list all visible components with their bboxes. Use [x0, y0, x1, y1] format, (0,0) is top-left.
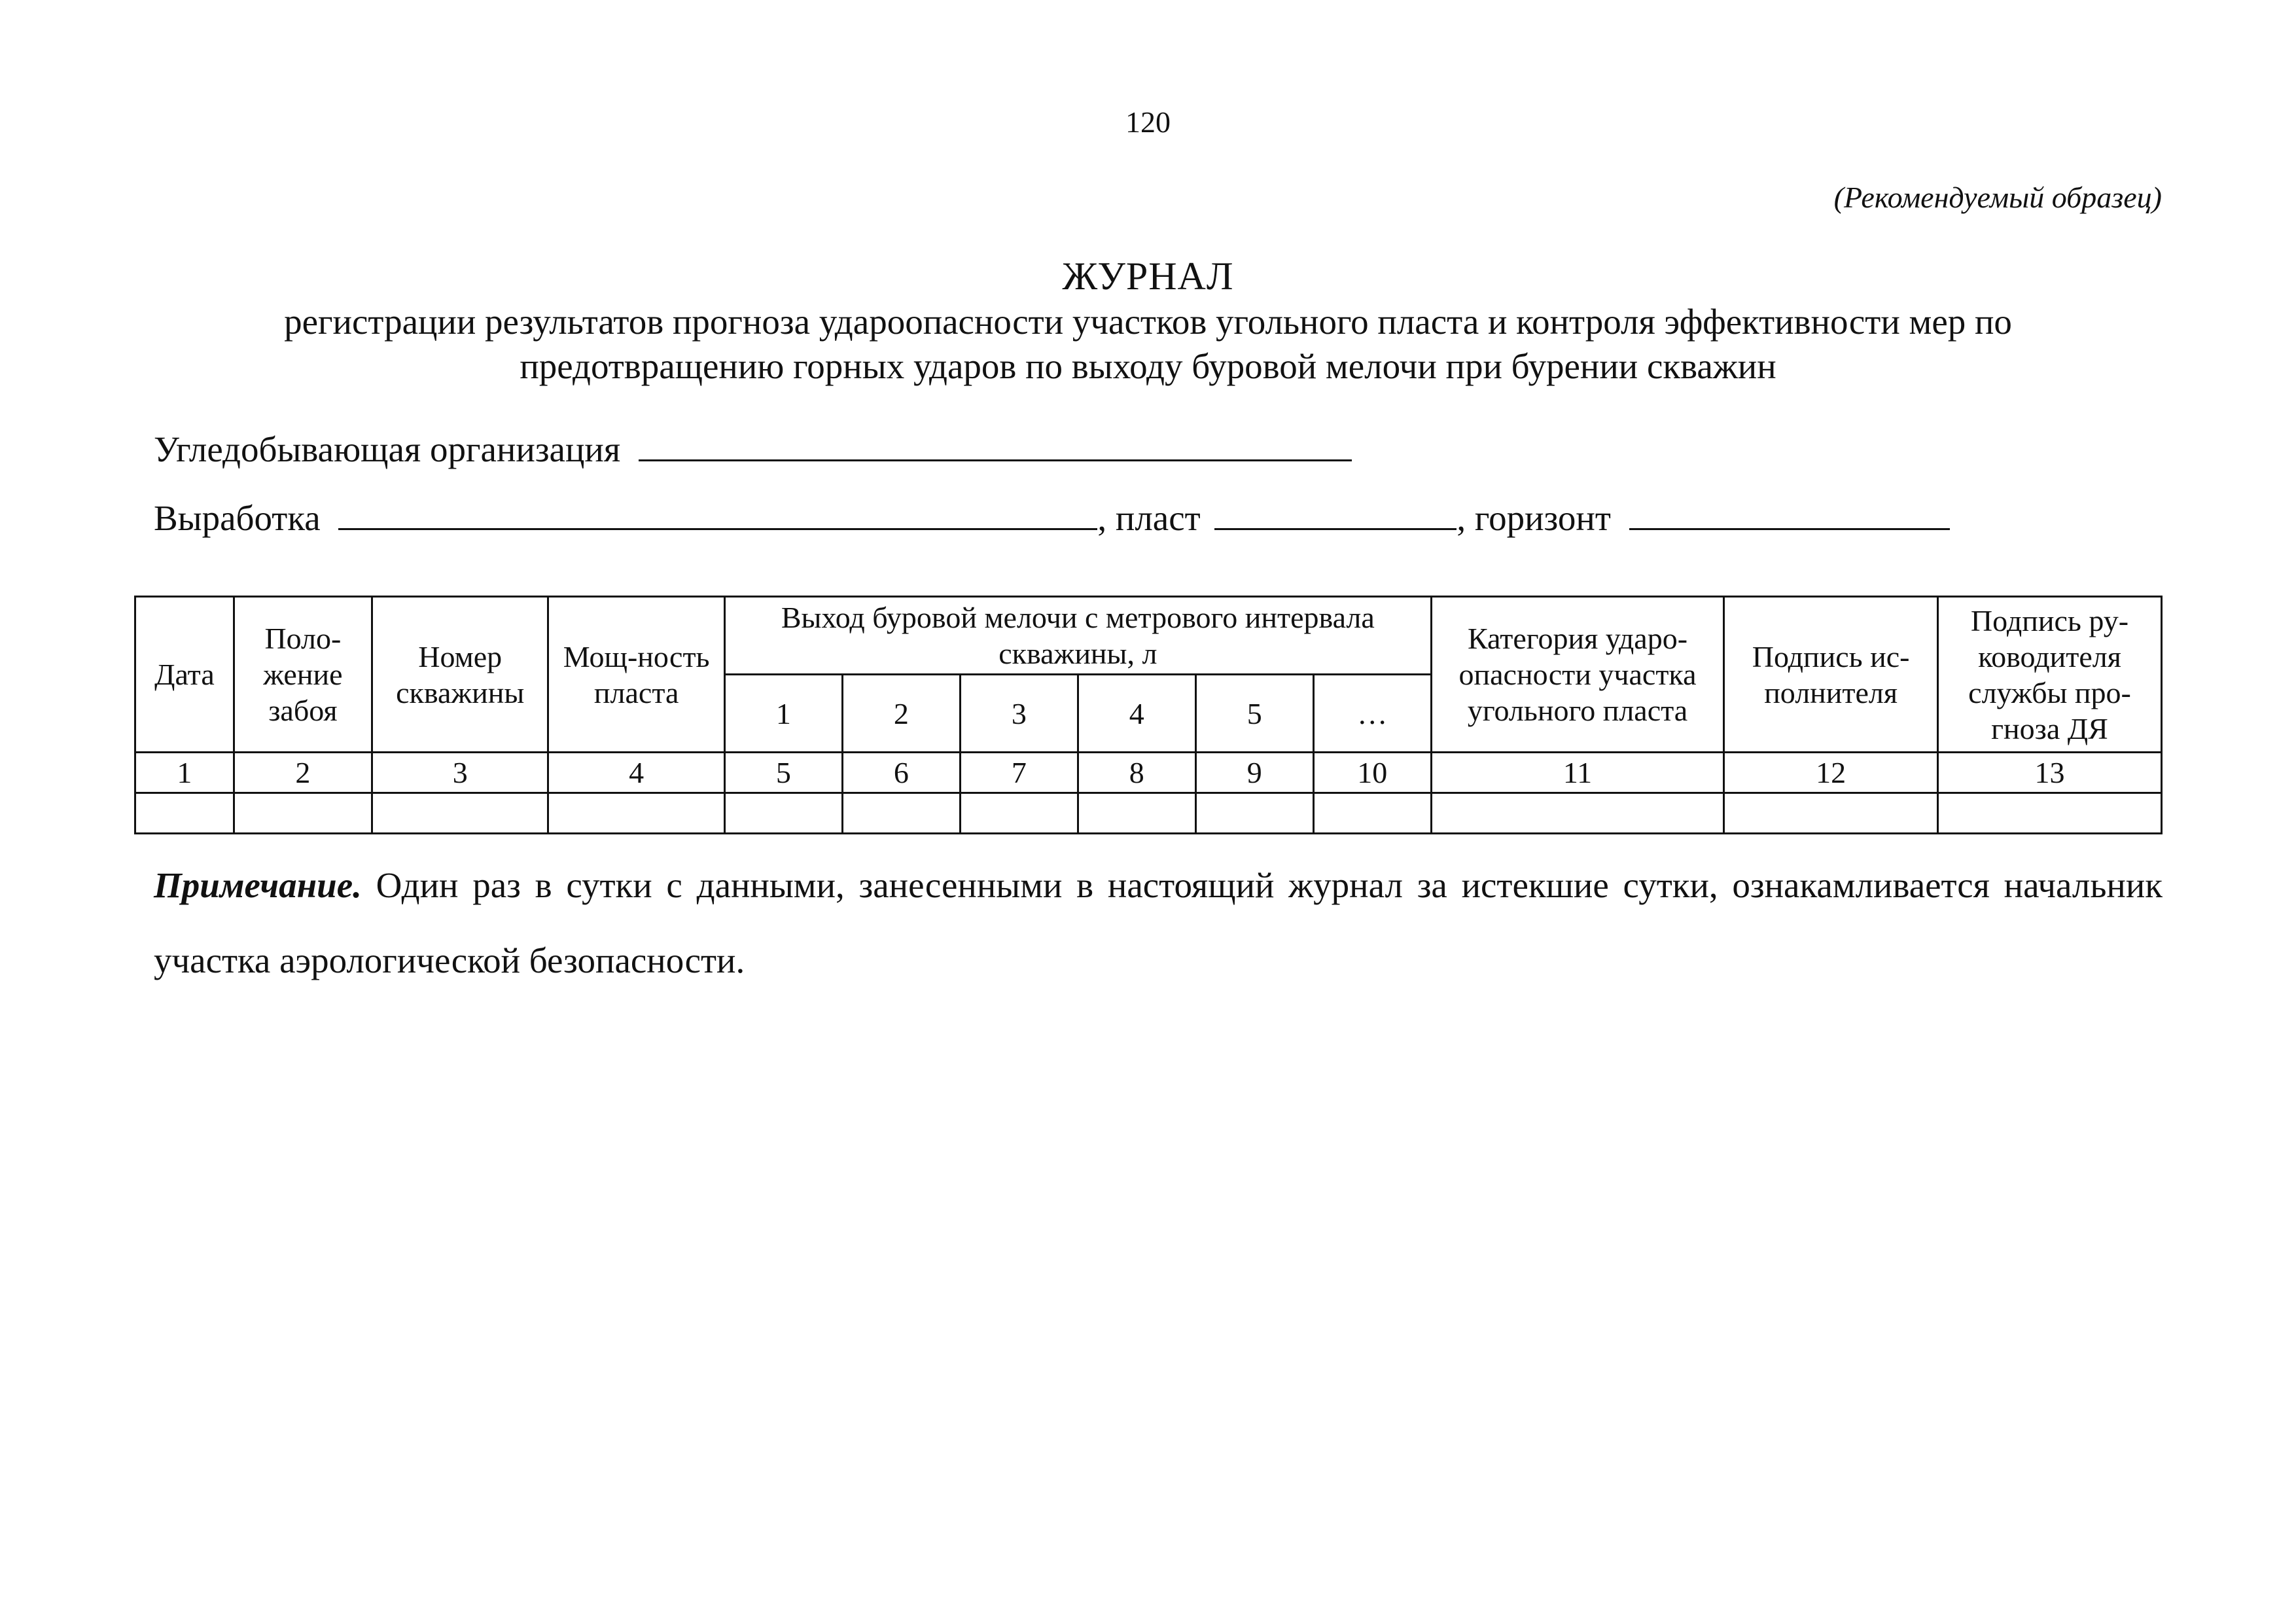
- subheader-interval: …: [1313, 675, 1431, 753]
- subheader-interval: 4: [1078, 675, 1195, 753]
- entry-cell[interactable]: [1313, 793, 1431, 834]
- working-blank[interactable]: [338, 498, 1097, 530]
- seam-blank[interactable]: [1214, 498, 1457, 530]
- column-number: 5: [724, 753, 842, 793]
- note-paragraph: [154, 847, 2163, 998]
- header-face-position: Поло-жение забоя: [234, 597, 372, 753]
- entry-cell[interactable]: [1724, 793, 1938, 834]
- note-text: Один раз в сутки с данными, занесенными в настоящий журнал за истекшие сутки, ознакамливается начальник участка аэрологической безопасности.: [154, 865, 2163, 980]
- journal-table: [134, 596, 2163, 834]
- column-number: 12: [1724, 753, 1938, 793]
- working-label: Выработка: [154, 498, 321, 538]
- document-subtitle: регистрации результатов прогноза удароопасности участков угольного пласта и контроля эффективности мер по предотвращению горных ударов по выходу буровой мелочи при бурении скважин: [284, 302, 2012, 386]
- entry-cell[interactable]: [135, 793, 234, 834]
- column-number: 8: [1078, 753, 1195, 793]
- sample-note: (Рекомендуемый образец): [1833, 181, 2162, 214]
- subheader-interval: 3: [960, 675, 1078, 753]
- document-title: ЖУРНАЛ: [1062, 255, 1234, 298]
- entry-cell[interactable]: [1431, 793, 1723, 834]
- column-number: 7: [960, 753, 1078, 793]
- note-label: Примечание.: [154, 865, 362, 905]
- subheader-interval: 5: [1195, 675, 1313, 753]
- entry-cell[interactable]: [1938, 793, 2162, 834]
- header-executor-signature: Подпись ис-полнителя: [1724, 597, 1938, 753]
- column-number: 6: [842, 753, 960, 793]
- entry-cell[interactable]: [960, 793, 1078, 834]
- entry-cell[interactable]: [372, 793, 548, 834]
- organization-line: [154, 429, 1352, 470]
- column-number: 3: [372, 753, 548, 793]
- horizon-label: , горизонт: [1457, 498, 1611, 538]
- header-well-number: Номер скважины: [372, 597, 548, 753]
- header-row: [135, 597, 2162, 675]
- column-number-row: [135, 753, 2162, 793]
- horizon-blank[interactable]: [1629, 498, 1950, 530]
- column-number: 11: [1431, 753, 1723, 793]
- page-number: 120: [1125, 105, 1171, 139]
- column-number: 9: [1195, 753, 1313, 793]
- column-number: 13: [1938, 753, 2162, 793]
- entry-cell[interactable]: [842, 793, 960, 834]
- column-number: 1: [135, 753, 234, 793]
- subheader-interval: 2: [842, 675, 960, 753]
- header-head-signature: Подпись ру-ководителя службы про-гноза ДЯ: [1938, 597, 2162, 753]
- seam-label: , пласт: [1097, 498, 1201, 538]
- header-seam-thickness: Мощ-ность пласта: [548, 597, 724, 753]
- column-number: 10: [1313, 753, 1431, 793]
- working-line: [154, 497, 1950, 539]
- entry-cell[interactable]: [1195, 793, 1313, 834]
- table-row: [135, 793, 2162, 834]
- entry-cell[interactable]: [548, 793, 724, 834]
- header-hazard-category: Категория ударо-опасности участка угольного пласта: [1431, 597, 1723, 753]
- organization-label: Угледобывающая организация: [154, 429, 621, 469]
- header-drill-output: Выход буровой мелочи с метрового интервала скважины, л: [724, 597, 1431, 675]
- column-number: 2: [234, 753, 372, 793]
- subheader-interval: 1: [724, 675, 842, 753]
- column-number: 4: [548, 753, 724, 793]
- entry-cell[interactable]: [724, 793, 842, 834]
- entry-cell[interactable]: [1078, 793, 1195, 834]
- organization-blank[interactable]: [639, 429, 1352, 461]
- header-date: Дата: [135, 597, 234, 753]
- entry-cell[interactable]: [234, 793, 372, 834]
